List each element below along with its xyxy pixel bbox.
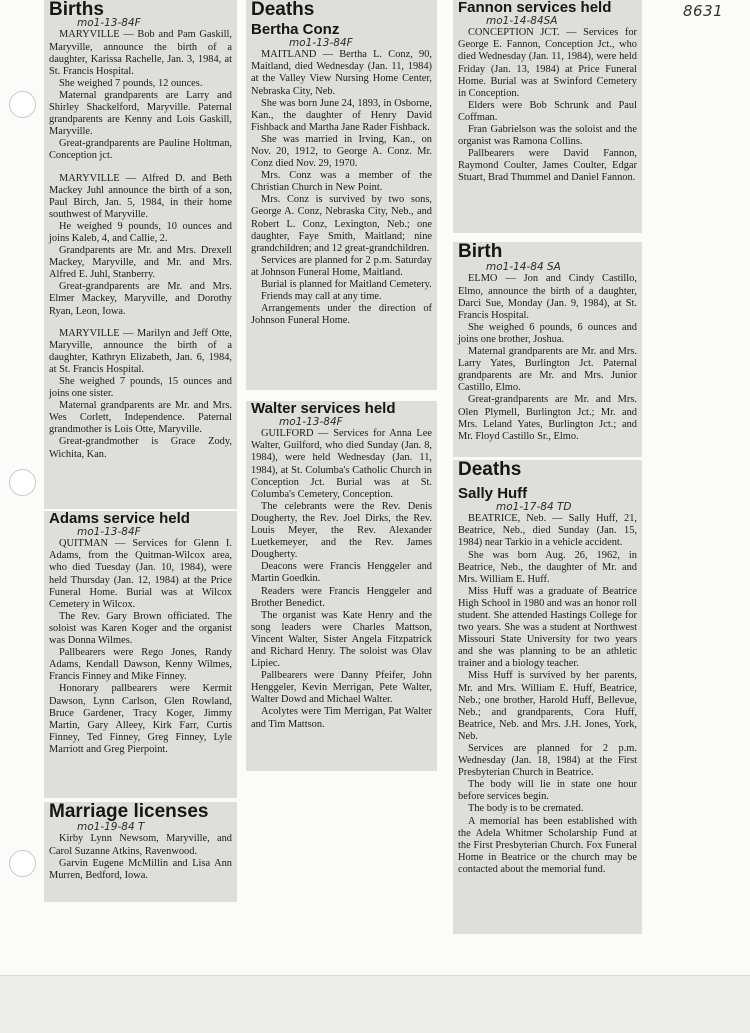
- obituary-paragraph: The Rev. Gary Brown officiated. The soloist was Karen Koger and the organist was Donna Wilmes.: [49, 610, 232, 647]
- announcement-paragraph: Maternal grandparents are Larry and Shirley Shackelford, Maryville. Paternal grandparents are Kenny and Lois Gaskill, Maryville.: [49, 89, 232, 138]
- scanner-margin: [0, 976, 750, 1033]
- adams-heading: Adams service held: [49, 511, 190, 527]
- announcement-paragraph: Maternal grandparents are Mr. and Mrs. Larry Yates, Burlington Jct. Paternal grandparents are Mr. and Mrs. Junior Castillo, Elmo.: [458, 346, 637, 394]
- announcement-paragraph: She weighed 7 pounds, 15 ounces and joins one sister.: [49, 376, 232, 400]
- announcement-paragraph: Maternal grandparents are Mr. and Mrs. Wes Corlett, Independence. Paternal grandmother is Lois Otte, Maryville.: [49, 400, 232, 436]
- announcement-paragraph: Great-grandparents are Mr. and Mrs. Elmer Mackey, Maryville, and Dorothy Ryan, Leon, Iowa.: [49, 281, 232, 317]
- conz-handwritten-note: mo1-13-84F: [289, 36, 353, 49]
- deaths-heading: Deaths: [458, 460, 522, 480]
- adams-clipping: [44, 511, 237, 798]
- obituary-paragraph: The organist was Kate Henry and the song leaders were Charles Mattson, Vincent Walter, Sister Angela Fitzpatrick and Richard Henry. The soloist was Olav Lipiec.: [251, 609, 432, 670]
- adams-handwritten-note: mo1-13-84F: [77, 525, 141, 538]
- announcement-paragraph: Grandparents are Mr. and Mrs. Drexell Mackey, Maryville, and Mr. and Mrs. Alfred E. Juhl, Stanberry.: [49, 245, 232, 281]
- obituary-paragraph: Burial is planned for Maitland Cemetery.: [261, 279, 432, 291]
- marriage-heading: Marriage licenses: [49, 802, 209, 822]
- obituary-paragraph: Readers were Francis Henggeler and Brother Benedict.: [251, 585, 432, 609]
- binder-hole: [9, 850, 36, 877]
- announcement-paragraph: MARYVILLE — Bob and Pam Gaskill, Maryville, announce the birth of a daughter, Karissa Rachelle, Jan. 3, 1984, at St. Francis Hospital.: [49, 29, 232, 77]
- obituary-paragraph: Fran Gabrielson was the soloist and the organist was Ramona Collins.: [458, 124, 637, 148]
- walter-handwritten-note: mo1-13-84F: [279, 415, 343, 428]
- obituary-paragraph: She was born Aug. 26, 1962, in Beatrice, Neb., the daughter of Mr. and Mrs. William E. Huff.: [458, 549, 637, 585]
- deaths-heading: Deaths: [251, 0, 315, 20]
- obituary-paragraph: Services are planned for 2 p.m. Wednesday (Jan. 18, 1984) at the First Presbyterian Church in Beatrice.: [458, 743, 637, 779]
- fannon-heading: Fannon services held: [458, 0, 612, 16]
- obituary-paragraph: GUILFORD — Services for Anna Lee Walter, Guilford, who died Sunday (Jan. 8, 1984), were held Wednesday (Jan. 11, 1984), at St. Columba's Catholic Church in Conception Jct. Burial was at St. Columba's Cemetery, Conception.: [251, 428, 432, 500]
- obituary-paragraph: Acolytes were Tim Merrigan, Pat Walter and Tim Mattson.: [251, 706, 432, 730]
- birth-announcement-otte: [49, 328, 232, 461]
- obituary-paragraph: Deacons were Francis Henggeler and Martin Goedkin.: [251, 561, 432, 585]
- birth-heading: Birth: [458, 242, 503, 262]
- obituary-paragraph: Miss Huff is survived by her parents, Mr. and Mrs. William E. Huff, Beatrice, Neb.; one brother, Harold Huff, Bellevue, Neb.; and grandparents, Cora Huff, Beatrice, Neb. and Mrs. J.H. Jones, York, Neb.: [458, 670, 637, 742]
- obituary-paragraph: Pallbearers were Rego Jones, Randy Adams, Kendall Dawson, Kenny Wilmes, Francis Finney and Mike Finney.: [49, 647, 232, 683]
- fannon-handwritten-note: mo1-14-84SA: [486, 14, 558, 27]
- license-entry: Garvin Eugene McMillin and Lisa Ann Murren, Bedford, Iowa.: [49, 857, 232, 881]
- announcement-paragraph: ELMO — Jon and Cindy Castillo, Elmo, announce the birth of a daughter, Darci Sue, Monday (Jan. 9, 1984), at St. Francis Hospital.: [458, 273, 637, 321]
- reference-number: 8631: [683, 2, 724, 20]
- announcement-paragraph: She weighed 6 pounds, 6 ounces and joins one brother, Joshua.: [458, 321, 637, 345]
- obituary-paragraph: MAITLAND — Bertha L. Conz, 90, Maitland, died Wednesday (Jan. 11, 1984) at the Valley View Nursing Home Center, Nebraska City, Neb.: [251, 49, 432, 97]
- births-clipping: [44, 0, 237, 509]
- conz-subheading: Bertha Conz: [251, 20, 340, 38]
- huff-clipping: [453, 460, 642, 934]
- announcement-paragraph: MARYVILLE — Alfred D. and Beth Mackey Juhl announce the birth of a son, Paul Birch, Jan. 5, 1984, in their home southwest of Maryville.: [49, 172, 232, 220]
- obituary-paragraph: Mrs. Conz is survived by two sons, George A. Conz, Nebraska City, Neb., and Robert L. Conz, Lexington, Neb.; one daughter, Faye Smith, Maitland; nine grandchildren; and 12 great-grandchildren.: [251, 194, 432, 254]
- fannon-clipping: [453, 0, 642, 233]
- obituary-paragraph: Pallbearers were Danny Pfeifer, John Henggeler, Kevin Merrigan, Pete Walter, Walter Dowd and Michael Walter.: [251, 670, 432, 706]
- obituary-paragraph: Miss Huff was a graduate of Beatrice High School in 1980 and was an honor roll student. She attended Hastings College for two years. She was a student at Northwest Missouri State University for two years and she was planning to be an athletic trainer and a biology teacher.: [458, 585, 637, 670]
- obituary-paragraph: She was married in Irving, Kan., on Nov. 20, 1912, to George A. Conz. Mr. Conz died Nov. 29, 1970.: [251, 133, 432, 170]
- announcement-paragraph: Great-grandparents are Pauline Holtman, Conception jct.: [49, 138, 232, 162]
- walter-heading: Walter services held: [251, 401, 396, 417]
- obituary-paragraph: She was born June 24, 1893, in Osborne, Kan., the daughter of Henry David Fishback and Martha Jane Rader Fishback.: [251, 97, 432, 133]
- birth-announcement-gaskill: [49, 29, 232, 162]
- walter-clipping: [246, 401, 437, 771]
- birth-handwritten-note: mo1-14-84 SA: [486, 260, 561, 273]
- castillo-clipping: [453, 242, 642, 457]
- binder-hole: [9, 469, 36, 496]
- obituary-paragraph: Arrangements under the direction of Johnson Funeral Home.: [251, 303, 432, 327]
- announcement-paragraph: Great-grandmother is Grace Zody, Wichita, Kan.: [49, 436, 232, 460]
- obituary-paragraph: A memorial has been established with the Adela Whitmer Scholarship Fund at the First Presbyterian Church. Fox Funeral Home in Beatrice or the church may be contacted about the memorial fund.: [458, 815, 637, 875]
- binder-hole: [9, 91, 36, 118]
- birth-announcement-juhl: [49, 173, 232, 318]
- announcement-paragraph: Great-grandparents are Mr. and Mrs. Olen Plymell, Burlington Jct.; Mr. and Mrs. Leland Yates, Burlington Jct.; and Mr. Floyd Castillo Sr., Elmo.: [458, 394, 637, 442]
- marriage-handwritten-note: mo1-19-84 T: [77, 820, 145, 833]
- obituary-paragraph: The body is to be cremated.: [468, 803, 584, 815]
- obituary-paragraph: The body will lie in state one hour before services begin.: [458, 779, 637, 803]
- obituary-paragraph: Honorary pallbearers were Kermit Dawson, Lynn Carlson, Glen Rowland, Bruce Gardener, Tracy Koger, Jimmy Martin, Gary Alleey, Kirk Farr, Curtis Finney, Ted Finney, Greg Finney, Lyle Marriott and Greg Pierpoint.: [49, 683, 232, 755]
- obituary-paragraph: Mrs. Conz was a member of the Christian Church in New Point.: [251, 170, 432, 194]
- conz-clipping: [246, 0, 437, 390]
- announcement-paragraph: She weighed 7 pounds, 12 ounces.: [59, 77, 203, 89]
- obituary-paragraph: The celebrants were the Rev. Denis Dougherty, the Rev. Joel Dirks, the Rev. Louis Meyer, the Rev. Alexander Luetkemeyer, and the Rev. James Dougherty.: [251, 500, 432, 561]
- announcement-paragraph: MARYVILLE — Marilyn and Jeff Otte, Maryville, announce the birth of a daughter, Kathryn Elizabeth, Jan. 6, 1984, at St. Francis Hospital.: [49, 327, 232, 375]
- obituary-paragraph: CONCEPTION JCT. — Services for George E. Fannon, Conception Jct., who died Wednesday (Jan. 11, 1984), were held Friday (Jan. 13, 1984) at Price Funeral Home. Burial was at Swinford Cemetery in Conception.: [458, 27, 637, 99]
- obituary-paragraph: Elders were Bob Schrunk and Paul Coffman.: [458, 99, 637, 123]
- obituary-paragraph: Friends may call at any time.: [261, 291, 382, 303]
- announcement-paragraph: He weighed 9 pounds, 10 ounces and joins Kaleb, 4, and Callie, 2.: [49, 220, 232, 244]
- obituary-paragraph: Pallbearers were David Fannon, Raymond Coulter, James Coulter, Edgar Stuart, Brad Thummel and Daniel Fannon.: [458, 148, 637, 184]
- births-heading: Births: [49, 0, 104, 20]
- births-handwritten-note: mo1-13-84F: [77, 16, 141, 29]
- huff-subheading: Sally Huff: [458, 484, 528, 502]
- obituary-paragraph: Services are planned for 2 p.m. Saturday at Johnson Funeral Home, Maitland.: [251, 254, 432, 278]
- huff-handwritten-note: mo1-17-84 TD: [496, 500, 572, 513]
- marriage-clipping: [44, 802, 237, 902]
- obituary-paragraph: QUITMAN — Services for Glenn I. Adams, from the Quitman-Wilcox area, who died Tuesday (Jan. 10, 1984), were held Thursday (Jan. 12, 1984) at the Price Funeral Home. Burial was at Wilcox Cemetery in Wilcox.: [49, 538, 232, 610]
- obituary-paragraph: BEATRICE, Neb. — Sally Huff, 21, Beatrice, Neb., died Sunday (Jan. 15, 1984) near Tarkio in a vehicle accident.: [458, 513, 637, 549]
- license-entry: Kirby Lynn Newsom, Maryville, and Carol Suzanne Atkins, Ravenwood.: [49, 833, 232, 857]
